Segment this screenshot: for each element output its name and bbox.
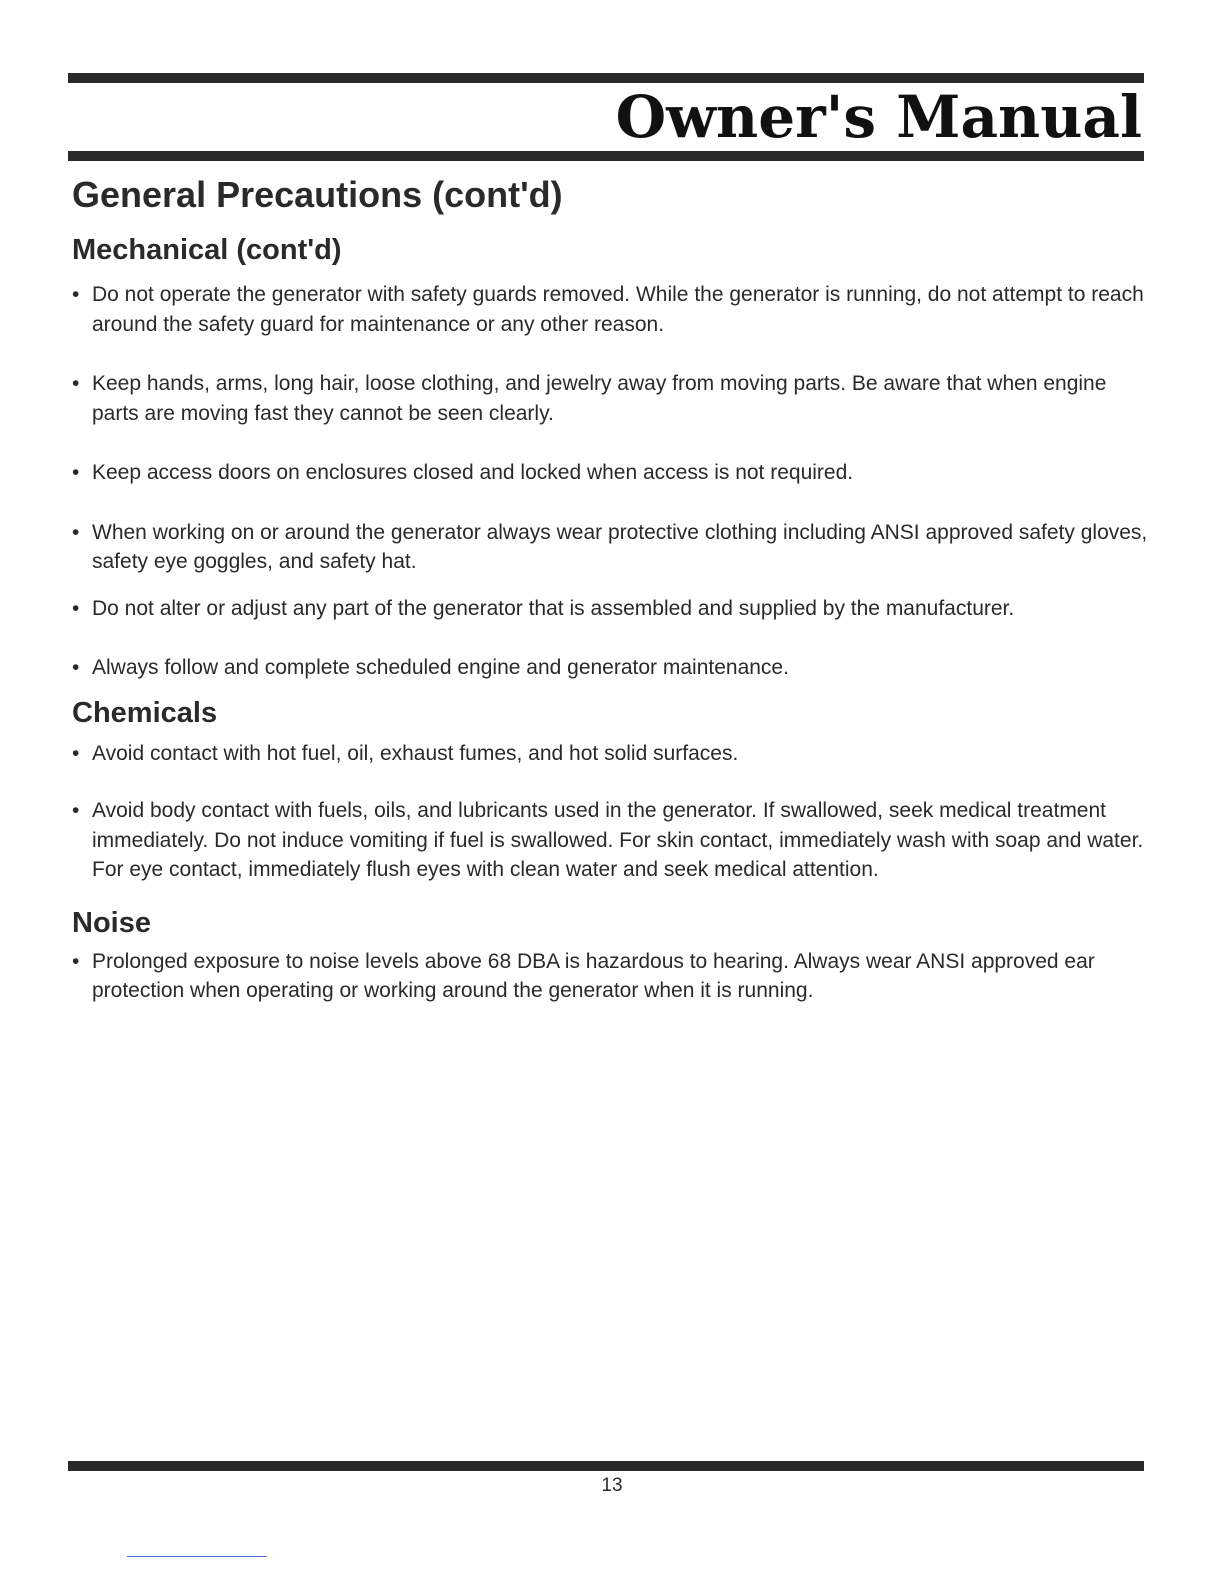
list-item: • Prolonged exposure to noise levels above 68 DBA is hazardous to hearing. Always wear ANSI approved ear protection when operating or working around the generator when it is running.: [72, 947, 1152, 1006]
list-item: • Keep access doors on enclosures closed and locked when access is not required.: [72, 458, 1152, 488]
page-content: [72, 172, 1152, 1006]
footer-rule: [68, 1461, 1144, 1471]
list-item: • Avoid contact with hot fuel, oil, exhaust fumes, and hot solid surfaces.: [72, 739, 1152, 769]
list-item: • Keep hands, arms, long hair, loose clothing, and jewelry away from moving parts. Be aware that when engine parts are moving fast they cannot be seen clearly.: [72, 369, 1152, 428]
chemicals-list: [72, 739, 1152, 885]
list-item: • When working on or around the generator always wear protective clothing including ANSI approved safety gloves, safety eye goggles, and safety hat.: [72, 518, 1152, 577]
scan-artifact-line: [127, 1556, 267, 1557]
manual-brand-title: Owner's Manual: [615, 83, 1142, 151]
page-number: 13: [601, 1475, 623, 1496]
list-item: • Do not operate the generator with safety guards removed. While the generator is running, do not attempt to reach around the safety guard for maintenance or any other reason.: [72, 280, 1152, 339]
header-top-rule: [68, 73, 1144, 83]
mechanical-heading: Mechanical (cont'd): [72, 234, 342, 266]
chemicals-heading: Chemicals: [72, 696, 218, 729]
list-item: • Always follow and complete scheduled engine and generator maintenance.: [72, 653, 1152, 683]
noise-heading: Noise: [72, 906, 151, 939]
header-bottom-rule: [68, 151, 1144, 161]
list-item: • Do not alter or adjust any part of the generator that is assembled and supplied by the manufacturer.: [72, 594, 1152, 624]
mechanical-list: [72, 280, 1152, 683]
list-item: • Avoid body contact with fuels, oils, and lubricants used in the generator. If swallowed, seek medical treatment immediately. Do not induce vomiting if fuel is swallowed. For skin contact, immediately wash with soap and water. For eye contact, immediately flush eyes with clean water and seek medical attention.: [72, 796, 1152, 885]
page-title: General Precautions (cont'd): [72, 174, 563, 215]
noise-list: [72, 947, 1152, 1006]
